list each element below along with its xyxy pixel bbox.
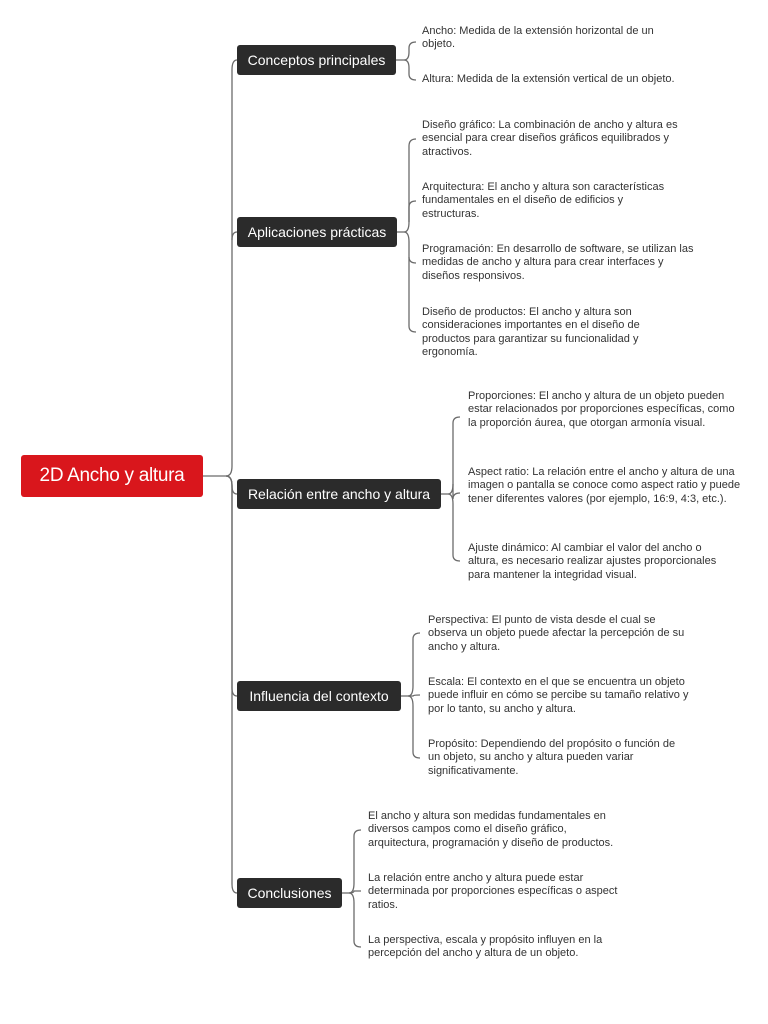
connector-branch-1-leaf-2: [404, 232, 416, 263]
leaf-conclusion-3: La perspectiva, escala y propósito influyen en la percepción del ancho y altura de un objeto.: [368, 934, 603, 960]
leaf-perspectiva: Perspectiva: El punto de vista desde el cual se observa un objeto puede afectar la percepción de su ancho y altura.: [428, 614, 685, 653]
root-node[interactable]: [21, 455, 203, 497]
leaf-conclusion-2: La relación entre ancho y altura puede estar determinada por proporciones específicas o aspect ratios.: [368, 872, 618, 911]
connector-branch-4-leaf-2: [349, 893, 361, 947]
connector-branch-2-leaf-1: [453, 484, 460, 499]
connector-branch-4-leaf-0: [349, 830, 361, 893]
connector-branch-3-leaf-0: [408, 633, 420, 696]
branch-influencia-contexto[interactable]: [237, 681, 401, 711]
leaf-aspect-ratio: Aspect ratio: La relación entre el ancho y altura de una imagen o pantalla se conoce como aspect ratio y puede tener diferentes valores (por ejemplo, 16:9, 4:3, etc.).: [468, 466, 741, 505]
root-node-label: 2D Ancho y altura: [39, 465, 185, 486]
branch-label: Influencia del contexto: [249, 688, 389, 704]
connector-branch-2-leaf-0: [448, 417, 460, 494]
branch-conceptos-principales[interactable]: [237, 45, 396, 75]
branch-relacion-ancho-altura[interactable]: [237, 479, 441, 509]
branch-label: Conclusiones: [247, 885, 332, 901]
leaf-diseno-productos: Diseño de productos: El ancho y altura son consideraciones importantes en el diseño de productos para garantizar su funcionalidad y ergonomía.: [422, 306, 640, 358]
connector-branch-0-leaf-1: [404, 60, 416, 80]
leaf-arquitectura: Arquitectura: El ancho y altura son características fundamentales en el diseño de edificios y estructuras.: [422, 181, 665, 220]
leaf-diseno-grafico: Diseño gráfico: La combinación de ancho y altura es esencial para crear diseños gráficos equilibrados y atractivos.: [422, 119, 678, 158]
branch-label: Conceptos principales: [247, 52, 386, 68]
branch-conclusiones[interactable]: [237, 878, 342, 908]
branch-label: Aplicaciones prácticas: [247, 224, 387, 240]
leaf-conclusion-1: El ancho y altura son medidas fundamentales en diversos campos como el diseño gráfico, arquitectura, programación y diseño de productos.: [368, 810, 614, 849]
connector-branch-1-leaf-0: [404, 139, 416, 232]
leaf-proporciones: Proporciones: El ancho y altura de un objeto pueden estar relacionados por proporciones específicas, como la proporción áurea, que otorgan armonía visual.: [468, 390, 735, 429]
connector-branch-3-leaf-2: [408, 696, 420, 758]
connector-branch-1-leaf-3: [409, 257, 416, 332]
leaf-programacion: Programación: En desarrollo de software, se utilizan las medidas de ancho y altura para crear interfaces y diseños responsivos.: [422, 243, 694, 282]
leaf-altura: Altura: Medida de la extensión vertical de un objeto.: [422, 73, 675, 85]
branch-aplicaciones-practicas[interactable]: [237, 217, 397, 247]
connector-branch-1-leaf-1: [409, 201, 416, 222]
connector-root-branch-4: [226, 476, 237, 893]
leaf-proposito: Propósito: Dependiendo del propósito o función de un objeto, su ancho y altura pueden variar significativamente.: [428, 738, 676, 777]
leaf-ancho: Ancho: Medida de la extensión horizontal de un objeto.: [422, 25, 654, 51]
leaf-escala: Escala: El contexto en el que se encuentra un objeto puede influir en cómo se percibe su tamaño relativo y por lo tanto, su ancho y altura.: [428, 676, 689, 715]
leaf-ajuste-dinamico: Ajuste dinámico: Al cambiar el valor del ancho o altura, es necesario realizar ajustes proporcionales para mantener la integridad visual.: [468, 542, 717, 581]
branch-label: Relación entre ancho y altura: [247, 486, 431, 502]
connector-branch-0-leaf-0: [404, 42, 416, 60]
connector-root-branch-0: [203, 60, 237, 476]
connector-branch-2-leaf-2: [448, 494, 460, 561]
